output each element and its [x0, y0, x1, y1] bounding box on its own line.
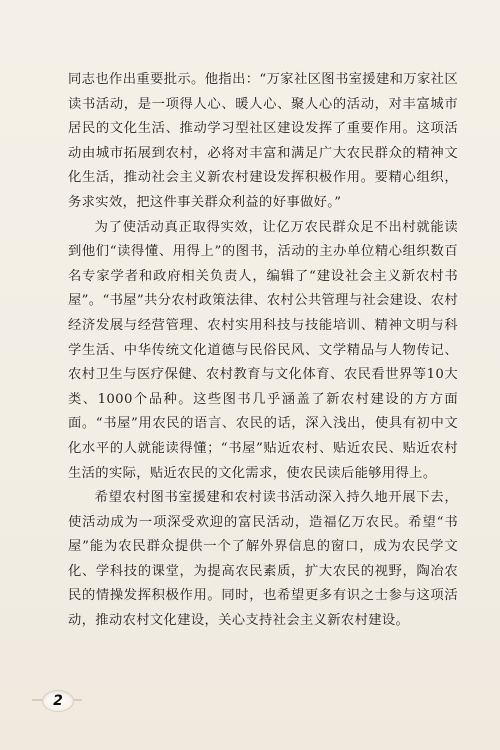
paragraph-2: 为了使活动真正取得实效，让亿万农民群众足不出村就能读到他们“读得懂、用得上”的图书，活动的主办单位精心组织数百名专家学者和政府相关负责人，编辑了“建设社会主义新农村书屋”。“书屋”共分农村政策法律、农村公共管理与社会建设、农村经济发展与经营管理、农村实用科技与技能培训、精神文明与科学生活、中华传统文化道德与民俗民风、文学精品与人物传记、农村卫生与医疗保健、农村教育与文化体育、农民看世界等10大类、1000个品种。这些图书几乎涵盖了新农村建设的方方面面。“书屋”用农民的语言、农民的话，深入浅出，使具有初中文化水平的人就能读得懂；“书屋”贴近农村、贴近农民、贴近农村生活的实际，贴近农民的文化需求，使农民读后能够用得上。	[68, 219, 458, 481]
paragraph-1: 同志也作出重要批示。他指出：“万家社区图书室援建和万家社区读书活动，是一项得人心、暖人心、聚人心的活动，对丰富城市居民的文化生活、推动学习型社区建设发挥了重要作用。这项活动由城市拓展到农村，必将对丰富和满足广大农民群众的精神文化生活，推动社会主义新农村建设发挥积极作用。要精心组织，务求实效，把这件事关群众利益的好事做好。”	[68, 72, 458, 210]
paragraph-3: 希望农村图书室援建和农村读书活动深入持久地开展下去，使活动成为一项深受欢迎的富民活动，造福亿万农民。希望“书屋”能为农民群众提供一个了解外界信息的窗口，成为农民学文化、学科技的课堂，为提高农民素质，扩大农民的视野，陶冶农民的情操发挥积极作用。同时，也希望更多有识之士参与这项活动，推动农村文化建设，关心支持社会主义新农村建设。	[68, 490, 458, 629]
page-number: 2	[42, 690, 74, 712]
body-text	[68, 68, 458, 634]
page-number-badge	[32, 688, 82, 714]
